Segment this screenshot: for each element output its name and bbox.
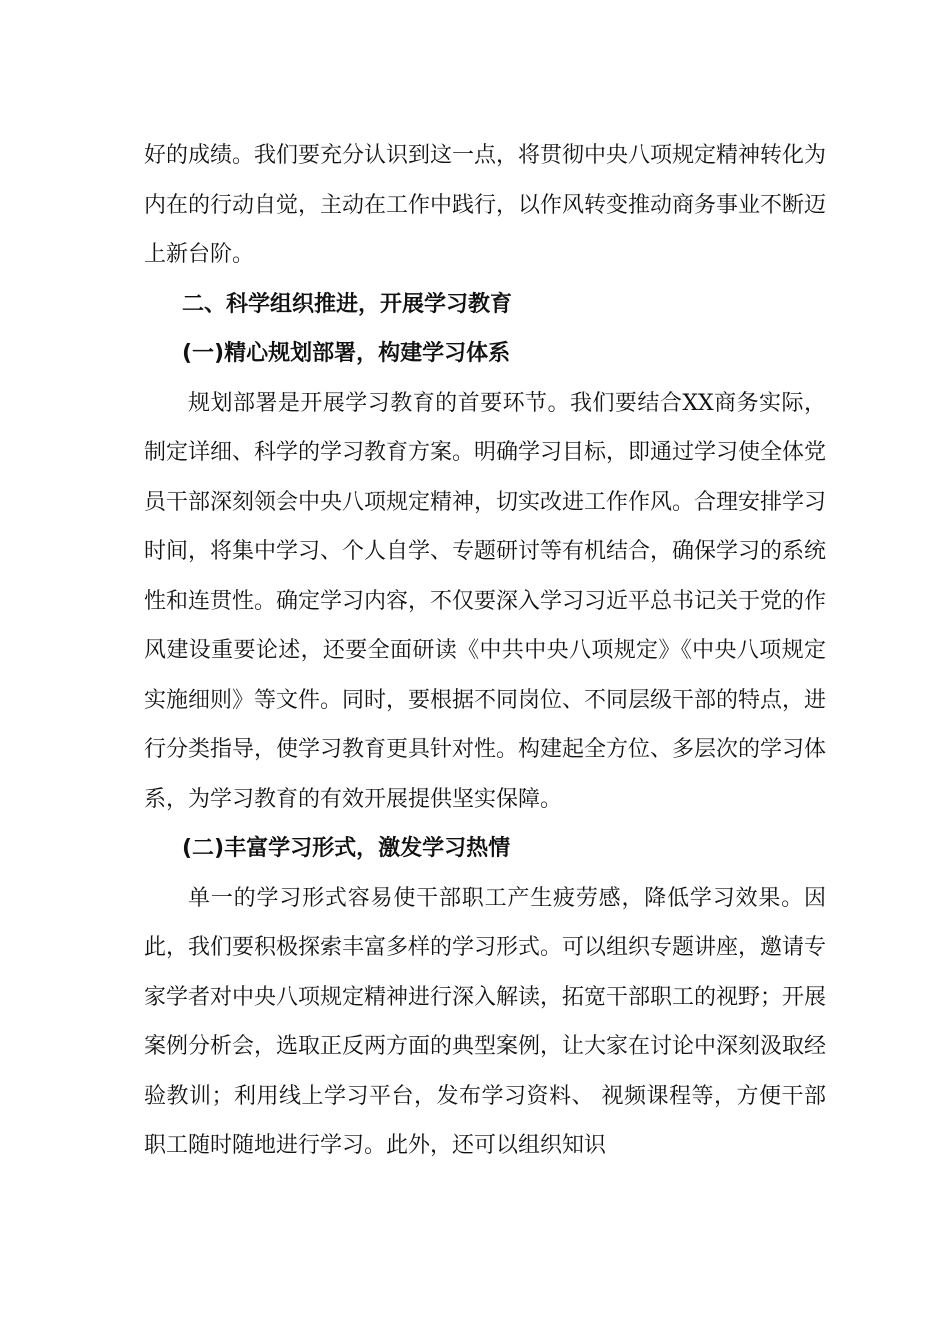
document-body xyxy=(144,131,826,1171)
paragraph-planning: 规划部署是开展学习教育的首要环节。我们要结合XX商务实际，制定详细、科学的学习教育方案。明确学习目标，即通过学习使全体党员干部深刻领会中央八项规定精神，切实改进工作作风。合理安排学习时间，将集中学习、个人自学、专题研讨等有机结合，确保学习的系统性和连贯性。确定学习内容，不仅要深入学习习近平总书记关于党的作风建设重要论述，还要全面研读《中共中央八项规定》《中央八项规定实施细则》等文件。同时，要根据不同岗位、不同层级干部的特点，进行分类指导，使学习教育更具针对性。构建起全方位、多层次的学习体系，为学习教育的有效开展提供坚实保障。 xyxy=(144,390,827,812)
subsection-heading-2: (二)丰富学习形式，激发学习热情 xyxy=(182,836,511,861)
paragraph-continued: 好的成绩。我们要充分认识到这一点，将贯彻中央八项规定精神转化为内在的行动自觉，主动在工作中践行，以作风转变推动商务事业不断迈上新台阶。 xyxy=(144,143,827,267)
section-heading: 二、科学组织推进，开展学习教育 xyxy=(182,291,513,317)
paragraph-learning-forms: 单一的学习形式容易使干部职工产生疲劳感，降低学习效果。因此，我们要积极探索丰富多样的学习形式。可以组织专题讲座，邀请专家学者对中央八项规定精神进行深入解读，拓宽干部职工的视野；开展案例分析会，选取正反两方面的典型案例，让大家在讨论中深刻汲取经验教训；利用线上学习平台，发布学习资料、 视频课程等，方便干部职工随时随地进行学习。此外，还可以组织知识 xyxy=(144,885,827,1158)
subsection-heading-1: (一)精心规划部署，构建学习体系 xyxy=(182,341,511,366)
